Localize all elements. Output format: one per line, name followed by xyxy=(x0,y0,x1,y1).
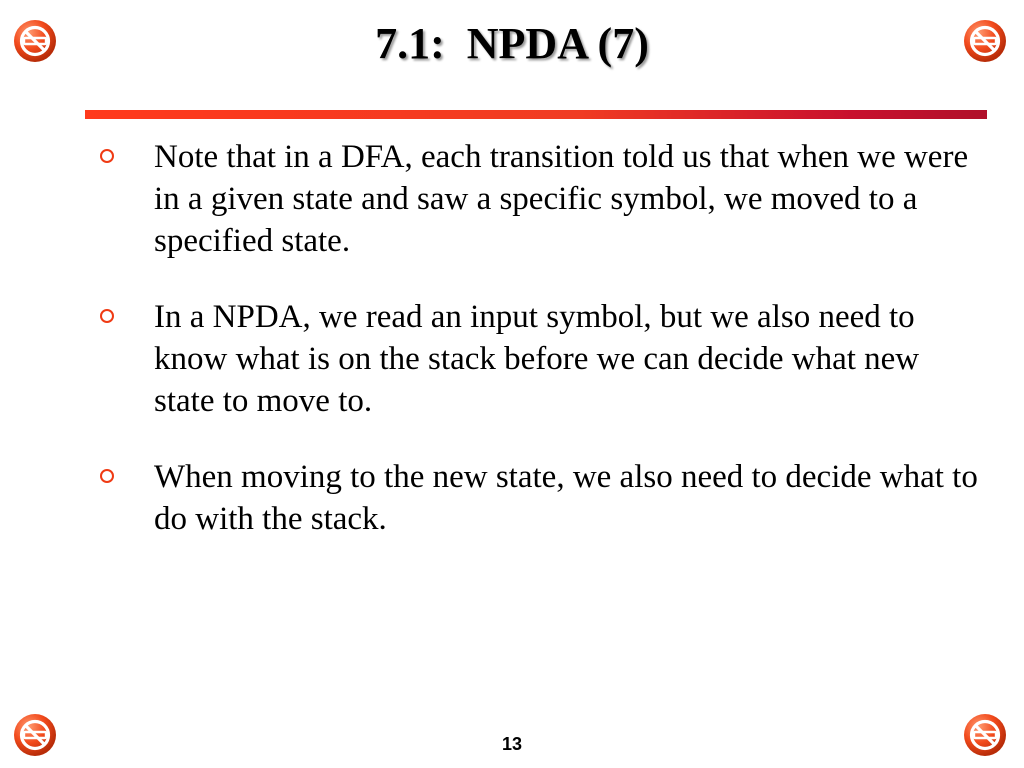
circle-bullet-icon xyxy=(100,309,114,323)
slide-title: 7.1: NPDA (7) xyxy=(375,19,649,68)
page-number: 13 xyxy=(501,734,523,754)
bullet-text: In a NPDA, we read an input symbol, but we also need to know what is on the stack before we can decide what new state to move to. xyxy=(154,299,920,419)
circle-bullet-icon xyxy=(100,469,114,483)
bullet-item xyxy=(100,136,980,262)
title-divider xyxy=(85,110,987,119)
bullet-list xyxy=(100,136,980,574)
bullet-text: When moving to the new state, we also need to decide what to do with the stack. xyxy=(154,459,978,537)
bullet-item xyxy=(100,456,980,540)
bullet-text: Note that in a DFA, each transition told us that when we were in a given state and saw a specific symbol, we moved to a specified state. xyxy=(154,139,969,259)
circle-bullet-icon xyxy=(100,149,114,163)
bullet-item xyxy=(100,296,980,422)
